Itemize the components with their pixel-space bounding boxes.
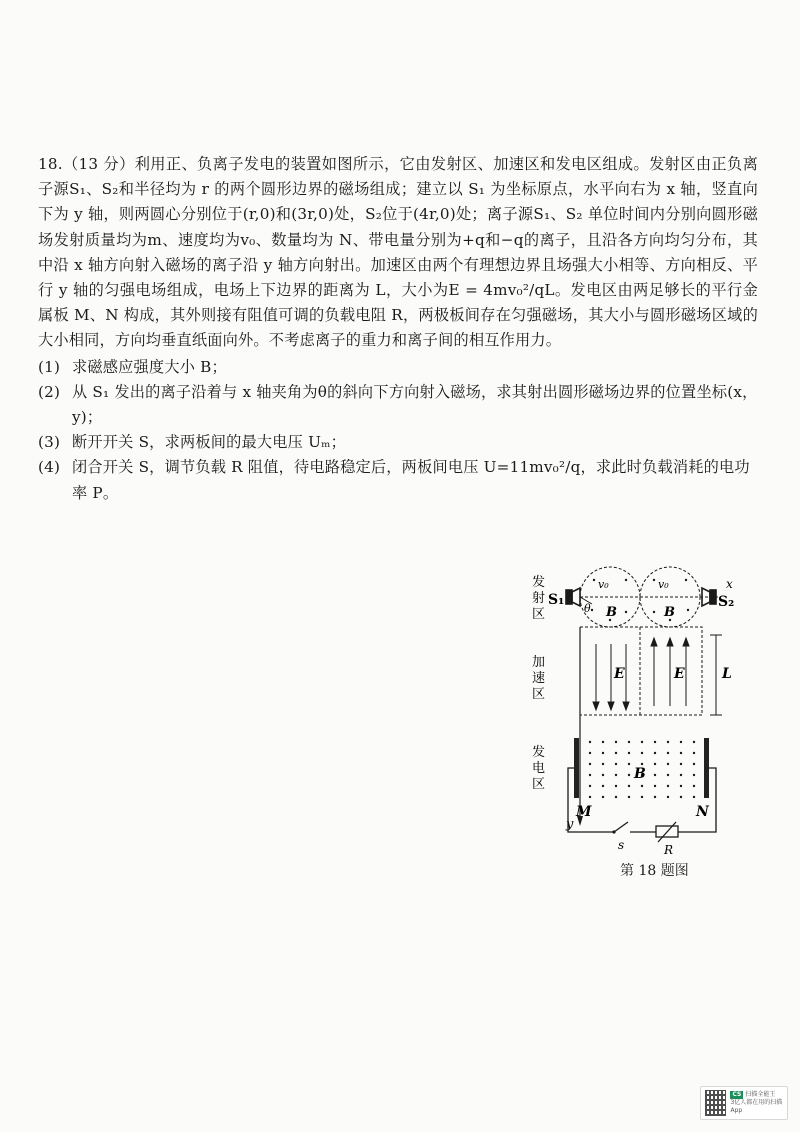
field-formula: E = 4mv₀²/qL <box>448 281 555 300</box>
figure-18 <box>518 566 758 886</box>
svg-text:电: 电 <box>532 761 546 776</box>
label-s2: S₂ <box>718 594 735 610</box>
label-x-axis: x <box>726 577 733 591</box>
svg-text:速: 速 <box>532 671 546 686</box>
label-switch: s <box>618 838 625 852</box>
label-b-left: B <box>606 605 617 620</box>
figure-caption: 第 18 题图 <box>620 863 689 879</box>
apparatus-diagram <box>518 566 758 866</box>
svg-text:射: 射 <box>532 591 546 606</box>
watermark-app: 扫描全能王 <box>745 1091 776 1098</box>
label-b-right: B <box>664 605 675 620</box>
region-gen-label <box>532 745 545 792</box>
svg-text:发: 发 <box>532 575 546 590</box>
subquestion-3: (3) 断开开关 S，求两板间的最大电压 Uₘ； <box>38 433 346 452</box>
label-s1: S₁ <box>548 592 565 608</box>
svg-text:区: 区 <box>532 607 546 622</box>
svg-text:发: 发 <box>532 745 546 760</box>
switch-pivot <box>612 830 615 833</box>
label-theta: θ <box>584 602 591 615</box>
label-plate-n: N <box>696 804 709 820</box>
ion-source-s2 <box>702 588 716 606</box>
label-l: L <box>722 666 732 682</box>
label-plate-m: M <box>576 804 592 820</box>
problem-stem <box>38 152 758 354</box>
label-e-left: E <box>614 666 625 682</box>
problem-score: （13 分） <box>62 155 135 173</box>
voltage-formula: 11mv₀²/q <box>509 458 581 477</box>
subquestion-2: (2) 从 S₁ 发出的离子沿着与 x 轴夹角为θ的斜向下方向射入磁场，求其射出圆形磁场边界的位置坐标(x，y)； <box>38 382 758 427</box>
brand-badge: CS <box>732 1091 742 1098</box>
scanner-watermark <box>700 1086 788 1120</box>
label-b-gen: B <box>634 766 646 782</box>
subquestion-4: (4) 闭合开关 S，调节负载 R 阻值，待电路稳定后，两板间电压 U=11mv₀²/q，求此时负载消耗的电功率 P。 <box>38 458 750 502</box>
ion-source-s1 <box>566 588 580 606</box>
problem-intro-2: 。发电区由两足够长的平行金属板 M、N 构成，其外则接有阻值可调的负载电阻 R，两极板间存在匀强磁场，其大小与圆形磁场区域的大小相同，方向均垂直纸面向外。不考虑离子的重力和离子间的相互作用力。 <box>38 281 758 350</box>
problem-intro-1: 利用正、负离子发电的装置如图所示，它由发射区、加速区和发电区组成。发射区由正负离子源S₁、S₂和半径均为 r 的两个圆形边界的磁场组成；建立以 S₁ 为坐标原点，水平向右为 x 轴，竖直向下为 y 轴，则两圆心分别位于(r,0)和(3r,0)处，S₂位于(4r,0)处；离子源S₁、S₂ 单位时间内分别向圆形磁场发射质量均为m、速度均为v₀、数量均为 N、带电量分别为+q和−q的离子，且沿各方向均匀分布，其中沿 x 轴方向射入磁场的离子沿 y 轴方向射出。加速区由两个有理想边界且场强大小相等、方向相反、平行 y 轴的匀强电场组成，电场上下边界的距离为 L，大小为 <box>38 155 758 300</box>
problem-18 <box>38 152 758 506</box>
label-e-right: E <box>674 666 685 682</box>
region-emit-label <box>532 575 545 622</box>
watermark-sub: 3亿人都在用的扫描App <box>730 1099 783 1114</box>
dimension-l <box>710 635 722 715</box>
svg-text:加: 加 <box>532 655 546 670</box>
label-v0-right: v₀ <box>658 578 669 591</box>
label-y-axis: y <box>566 817 574 832</box>
plate-n <box>704 738 709 798</box>
qr-code-icon <box>705 1090 726 1116</box>
subquestion-1: (1) 求磁感应强度大小 B； <box>38 357 227 376</box>
svg-text:区: 区 <box>532 777 546 792</box>
plate-m <box>574 738 579 798</box>
region-accel-label <box>532 654 545 702</box>
label-resistor: R <box>664 843 674 857</box>
problem-number: 18. <box>38 155 63 173</box>
subquestion-list <box>38 355 758 506</box>
label-v0-left: v₀ <box>598 578 609 591</box>
switch-s <box>614 822 628 832</box>
svg-text:区: 区 <box>532 687 546 702</box>
